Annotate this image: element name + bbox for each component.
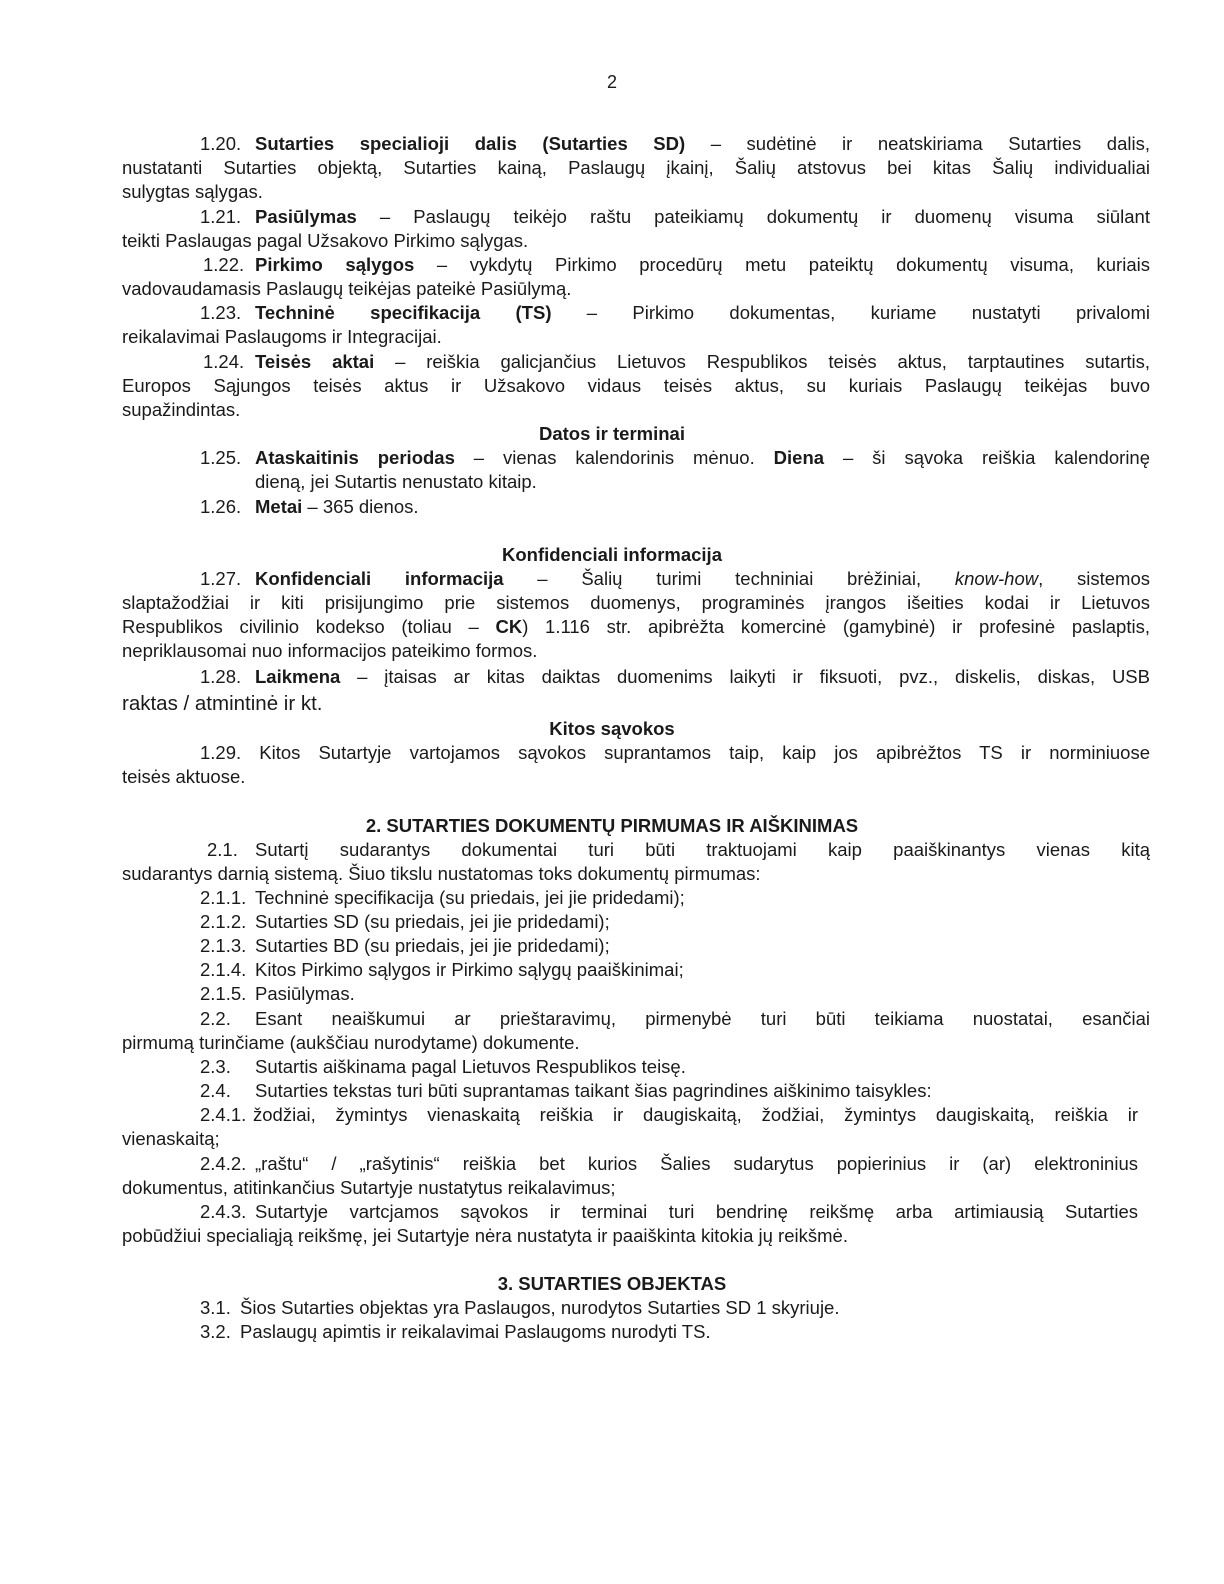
section-heading: Konfidenciali informacija [502, 544, 722, 565]
defined-term: CK [495, 616, 523, 637]
text-segment: teikti Paslaugas pagal Užsakovo Pirkimo sąlygas. [122, 230, 529, 251]
section-heading: Datos ir terminai [539, 423, 685, 444]
text-segment: Sutartis aiškinama pagal Lietuvos Respublikos teisę. [255, 1056, 686, 1077]
text-segment: , sistemos [1038, 568, 1150, 589]
clause-number: 2.4.1. [200, 1104, 247, 1125]
clause-number: 2.1.5. [200, 983, 247, 1004]
text-line [122, 278, 571, 300]
text-line [255, 959, 684, 981]
text-line [122, 399, 240, 421]
text-line [255, 983, 355, 1005]
text-line [122, 375, 1150, 397]
text-segment: Sutartyje vartcjamos sąvokos ir terminai turi bendrinę reikšmę arba artimiausią Sutarties [255, 1201, 1138, 1222]
text-line [122, 1032, 580, 1054]
text-segment: 1.29. Kitos Sutartyje vartojamos sąvokos suprantamos taip, kaip jos apibrėžtos TS ir norminiuose [200, 742, 1150, 763]
text-line [122, 1177, 616, 1199]
clause-number: 2.1.3. [200, 935, 247, 956]
text-segment: dokumentus, atitinkančius Sutartyje nustatytus reikalavimus; [122, 1177, 616, 1198]
text-line [122, 326, 442, 348]
text-segment: Sutartį sudarantys dokumentai turi būti traktuojami kaip paaiškinantys vienas kitą [255, 839, 1150, 860]
text-segment: dieną, jei Sutartis nenustato kitaip. [255, 471, 537, 492]
text-segment: – vienas kalendorinis mėnuo. [454, 447, 774, 468]
text-line [122, 181, 263, 203]
clause-number: 2.1. [207, 839, 238, 860]
text-line [255, 351, 1150, 373]
text-line [122, 230, 528, 252]
text-segment: reikalavimai Paslaugoms ir Integracijai. [122, 326, 442, 347]
defined-term: Ataskaitinis periodas [255, 447, 455, 468]
text-segment: raktas / atmintinė ir kt. [122, 692, 323, 715]
italic-text: know-how [954, 568, 1039, 589]
text-line [255, 666, 1150, 688]
text-segment: – 365 dienos. [302, 496, 419, 517]
text-segment: slaptažodžiai ir kiti prisijungimo prie sistemos duomenys, programinės įrangos išeities kodai ir Lietuvos [122, 592, 1150, 613]
text-line [255, 568, 1150, 590]
section-heading: 2. SUTARTIES DOKUMENTŲ PIRMUMAS IR AIŠKINIMAS [365, 815, 859, 836]
text-segment: – vykdytų Pirkimo procedūrų metu pateiktų dokumentų visuma, kuriais [414, 254, 1150, 275]
text-segment: žodžiai, žymintys vienaskaitą reiškia ir daugiskaitą, žodžiai, žymintys daugiskaitą, reiškia ir [253, 1104, 1138, 1125]
text-line [255, 839, 1150, 861]
text-segment: pobūdžiui specialiąją reikšmę, jei Sutartyje nėra nustatyta ir paaiškinta kitokia jų reikšmė. [122, 1225, 848, 1246]
text-line [122, 592, 1150, 614]
text-line [122, 640, 537, 662]
section-heading: 3. SUTARTIES OBJEKTAS [497, 1273, 727, 1294]
text-line [255, 887, 685, 909]
defined-term: Sutarties specialioji dalis (Sutarties SD) [255, 133, 686, 154]
clause-number: 2.4.3. [200, 1201, 247, 1222]
text-line [122, 1225, 848, 1247]
text-segment: ) 1.116 str. apibrėžta komercinė (gamybinė) ir profesinė paslaptis, [522, 616, 1150, 637]
defined-term: Pasiūlymas [255, 206, 357, 227]
text-line [255, 1008, 1150, 1030]
text-segment: Sutarties SD (su priedais, jei jie pridedami); [255, 911, 610, 932]
clause-number: 2.1.4. [200, 959, 247, 980]
clause-number: 2.4.2. [200, 1153, 247, 1174]
text-line [255, 206, 1150, 228]
text-segment: Respublikos civilinio kodekso (toliau – [122, 616, 496, 637]
clause-number: 1.20. [200, 133, 242, 154]
text-segment: Sutarties tekstas turi būti suprantamas taikant šias pagrindines aiškinimo taisykles: [255, 1080, 932, 1101]
text-line [122, 1128, 220, 1150]
defined-term: Teisės aktai [255, 351, 375, 372]
clause-number: 2.1.1. [200, 887, 247, 908]
clause-number: 2.2. [200, 1008, 231, 1029]
clause-number: 3.2. [200, 1321, 231, 1342]
clause-number: 1.24. [203, 351, 245, 372]
defined-term: Konfidenciali informacija [255, 568, 504, 589]
defined-term: Laikmena [255, 666, 341, 687]
text-line [255, 302, 1150, 324]
text-segment: – sudėtinė ir neatskiriama Sutarties dalis, [685, 133, 1150, 154]
text-line [255, 1056, 686, 1078]
page-number: 2 [606, 72, 617, 92]
text-segment: – Pirkimo dokumentas, kuriame nustatyti privalomi [551, 302, 1150, 323]
text-line [122, 863, 761, 885]
text-segment: – ši sąvoka reiškia kalendorinę [824, 447, 1151, 468]
clause-number: 2.4. [200, 1080, 231, 1101]
clause-number: 1.27. [200, 568, 242, 589]
clause-number: 2.3. [200, 1056, 231, 1077]
clause-number: 1.21. [200, 206, 242, 227]
text-segment: vienaskaitą; [122, 1128, 220, 1149]
text-segment: teisės aktuose. [122, 766, 246, 787]
text-line [255, 471, 537, 493]
text-segment: Techninė specifikacija (su priedais, jei jie pridedami); [255, 887, 685, 908]
text-segment: – Šalių turimi techniniai brėžiniai, [503, 568, 955, 589]
text-line [122, 157, 1150, 179]
text-segment: Esant neaiškumui ar prieštaravimų, pirmenybė turi būti teikiama nuostatai, esančiai [255, 1008, 1150, 1029]
text-line [255, 1201, 1138, 1223]
text-line [255, 254, 1150, 276]
text-segment: sulygtas sąlygas. [122, 181, 263, 202]
text-segment: supažindintas. [122, 399, 241, 420]
text-segment: – reiškia galicjančius Lietuvos Respublikos teisės aktus, tarptautines sutartis, [374, 351, 1150, 372]
text-segment: – įtaisas ar kitas daiktas duomenims laikyti ir fiksuoti, pvz., diskelis, diskas, USB [340, 666, 1150, 687]
text-line [122, 693, 323, 715]
defined-term: Pirkimo sąlygos [255, 254, 415, 275]
text-segment: nustatanti Sutarties objektą, Sutarties kainą, Paslaugų įkainį, Šalių atstovus bei kitas Šalių individualiai [122, 157, 1150, 178]
clause-number: 3.1. [200, 1297, 231, 1318]
text-line [240, 1321, 711, 1343]
text-segment: pirmumą turinčiame (aukščiau nurodytame) dokumente. [122, 1032, 580, 1053]
text-line [255, 496, 419, 518]
text-line [255, 935, 610, 957]
text-segment: – Paslaugų teikėjo raštu pateikiamų dokumentų ir duomenų visuma siūlant [356, 206, 1150, 227]
text-segment: Pasiūlymas. [255, 983, 355, 1004]
text-segment: Kitos Pirkimo sąlygos ir Pirkimo sąlygų paaiškinimai; [255, 959, 684, 980]
text-segment: nepriklausomai nuo informacijos pateikimo formos. [122, 640, 538, 661]
text-line [255, 447, 1150, 469]
defined-term: Metai [255, 496, 303, 517]
text-line [255, 133, 1150, 155]
text-segment: Šios Sutarties objektas yra Paslaugos, nurodytos Sutarties SD 1 skyriuje. [240, 1297, 840, 1318]
text-segment: sudarantys darnią sistemą. Šiuo tikslu nustatomas toks dokumentų pirmumas: [122, 863, 761, 884]
text-line [200, 742, 1150, 764]
defined-term: Techninė specifikacija (TS) [255, 302, 552, 323]
text-segment: vadovaudamasis Paslaugų teikėjas pateikė Pasiūlymą. [122, 278, 572, 299]
text-segment: Europos Sąjungos teisės aktus ir Užsakovo vidaus teisės aktus, su kuriais Paslaugų teikėjas buvo [122, 375, 1150, 396]
clause-number: 1.28. [200, 666, 242, 687]
text-segment: „raštu“ / „rašytinis“ reiškia bet kurios Šalies sudarytus popierinius ir (ar) elektroninius [255, 1153, 1138, 1174]
text-line [122, 766, 245, 788]
text-line [255, 1080, 932, 1102]
clause-number: 1.22. [203, 254, 245, 275]
text-segment: Paslaugų apimtis ir reikalavimai Paslaugoms nurodyti TS. [240, 1321, 711, 1342]
clause-number: 1.25. [200, 447, 242, 468]
clause-number: 1.26. [200, 496, 242, 517]
clause-number: 2.1.2. [200, 911, 247, 932]
text-line [255, 911, 610, 933]
text-line [255, 1153, 1138, 1175]
text-line [253, 1104, 1138, 1126]
clause-number: 1.23. [200, 302, 242, 323]
text-segment: Sutarties BD (su priedais, jei jie pridedami); [255, 935, 610, 956]
section-heading: Kitos sąvokos [549, 718, 675, 739]
defined-term: Diena [773, 447, 825, 468]
text-line [122, 616, 1150, 638]
text-line [240, 1297, 839, 1319]
